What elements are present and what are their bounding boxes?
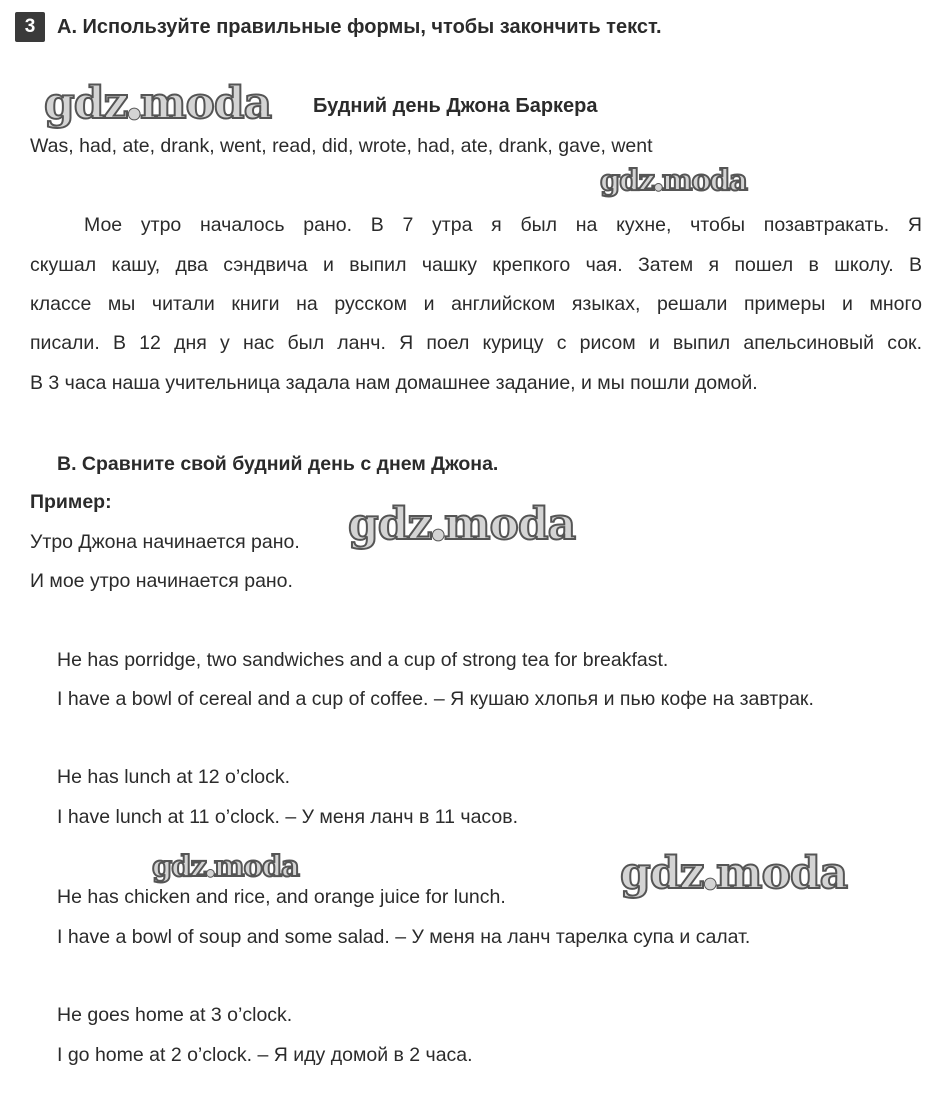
my-sentence: I have a bowl of soup and some salad. – У меня на ланч тарелка супа и салат. (57, 926, 751, 948)
paragraph-line: классе мы читали книги на русском и английском языках, решали примеры и много (30, 293, 922, 315)
watermark-logo: gdz●moda (620, 848, 848, 899)
john-sentence: He has chicken and rice, and orange juice for lunch. (57, 886, 506, 908)
my-sentence: I have a bowl of cereal and a cup of coffee. – Я кушаю хлопья и пью кофе на завтрак. (57, 688, 814, 710)
example-line: И мое утро начинается рано. (30, 570, 293, 592)
paragraph-line: писали. В 12 дня у нас был ланч. Я поел курицу с рисом и выпил апельсиновый сок. (30, 332, 922, 354)
watermark-logo: gdz●moda (44, 78, 272, 129)
watermark-logo: gdz●moda (600, 163, 747, 197)
my-sentence: I go home at 2 o’clock. – Я иду домой в 2 часа. (57, 1044, 473, 1066)
part-a-heading: A. Используйте правильные формы, чтобы закончить текст. (57, 16, 662, 38)
john-sentence: He has porridge, two sandwiches and a cup of strong tea for breakfast. (57, 649, 669, 671)
example-label: Пример: (30, 491, 112, 513)
john-sentence: He goes home at 3 o’clock. (57, 1004, 293, 1026)
watermark-logo: gdz●moda (348, 499, 576, 550)
word-list: Was, had, ate, drank, went, read, did, wrote, had, ate, drank, gave, went (30, 135, 653, 157)
paragraph-line: В 3 часа наша учительница задала нам домашнее задание, и мы пошли домой. (30, 372, 758, 394)
part-b-heading: B. Сравните свой будний день с днем Джона. (57, 453, 499, 475)
paragraph-line: скушал кашу, два сэндвича и выпил чашку крепкого чая. Затем я пошел в школу. В (30, 254, 922, 276)
watermark-logo: gdz●moda (152, 849, 299, 883)
john-sentence: He has lunch at 12 o’clock. (57, 766, 291, 788)
my-sentence: I have lunch at 11 o’clock. – У меня ланч в 11 часов. (57, 806, 519, 828)
paragraph-line: Мое утро началось рано. В 7 утра я был на кухне, чтобы позавтракать. Я (84, 214, 922, 236)
task-number-badge: 3 (15, 12, 45, 42)
example-line: Утро Джона начинается рано. (30, 531, 300, 553)
text-title: Будний день Джона Баркера (313, 95, 598, 117)
